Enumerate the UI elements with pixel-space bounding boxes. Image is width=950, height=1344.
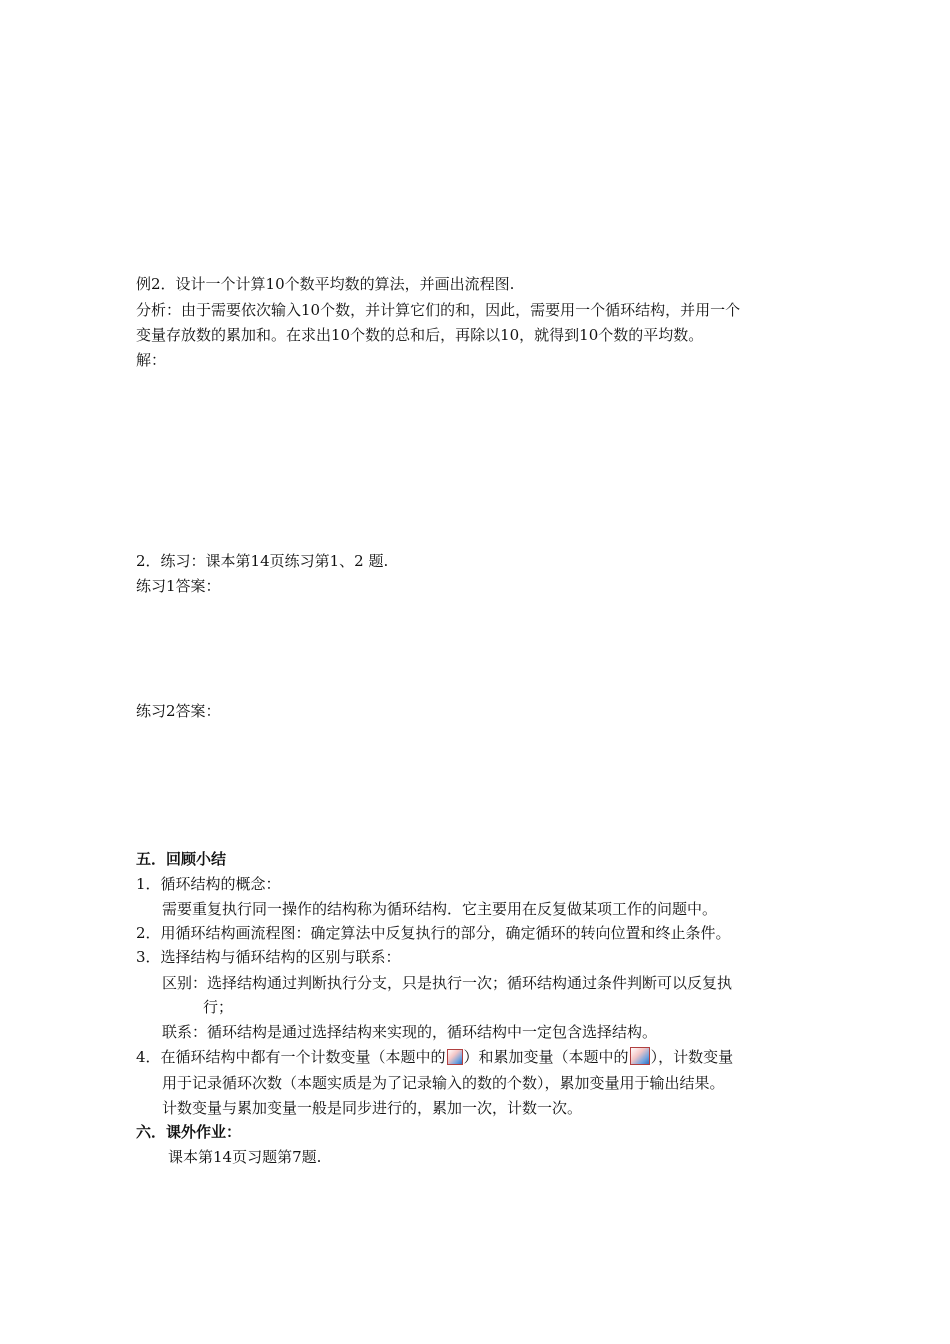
- summary-item4-line2: 用于记录循环次数（本题实质是为了记录输入的数的个数），累加变量用于输出结果。: [162, 1074, 725, 1092]
- summary-item4-line1: [136, 1046, 733, 1068]
- counter-variable-image-icon: [447, 1049, 463, 1065]
- solution-label: 解：: [136, 351, 167, 369]
- summary-heading: 五．回顾小结: [136, 850, 227, 868]
- example2-title: 例2．设计一个计算10个数平均数的算法，并画出流程图.: [136, 275, 515, 293]
- practice-heading: 2．练习：课本第14页练习第1、2 题.: [136, 552, 389, 570]
- summary-item4-line3: 计数变量与累加变量一般是同步进行的，累加一次，计数一次。: [162, 1099, 583, 1117]
- summary-item3-difference-line1: 区别：选择结构通过判断执行分支，只是执行一次；循环结构通过条件判断可以反复执: [162, 974, 733, 992]
- summary-item3-difference-line2: 行；: [203, 998, 234, 1016]
- summary-item3-link: 联系：循环结构是通过选择结构来实现的，循环结构中一定包含选择结构。: [162, 1023, 658, 1041]
- summary-item1-body: 需要重复执行同一操作的结构称为循环结构．它主要用在反复做某项工作的问题中。: [162, 900, 718, 918]
- analysis-line-2: 变量存放数的累加和。在求出10个数的总和后，再除以10，就得到10个数的平均数。: [136, 326, 704, 344]
- summary-item3-title: 3．选择结构与循环结构的区别与联系：: [136, 948, 401, 966]
- summary-item4-text-c: ），计数变量: [650, 1048, 734, 1066]
- sum-variable-image-icon: [630, 1047, 650, 1065]
- summary-item1-title: 1．循环结构的概念：: [136, 875, 281, 893]
- summary-item4-text-a: 4．在循环结构中都有一个计数变量（本题中的: [136, 1048, 446, 1066]
- practice-answer2-label: 练习2答案：: [136, 702, 221, 720]
- practice-answer1-label: 练习1答案：: [136, 577, 221, 595]
- homework-heading: 六．课外作业：: [136, 1123, 242, 1141]
- summary-item4-text-b: ）和累加变量（本题中的: [463, 1048, 629, 1066]
- analysis-line-1: 分析：由于需要依次输入10个数，并计算它们的和，因此，需要用一个循环结构，并用一个: [136, 301, 741, 319]
- homework-body: 课本第14页习题第7题.: [168, 1148, 322, 1166]
- summary-item2: 2．用循环结构画流程图：确定算法中反复执行的部分，确定循环的转向位置和终止条件。: [136, 924, 731, 942]
